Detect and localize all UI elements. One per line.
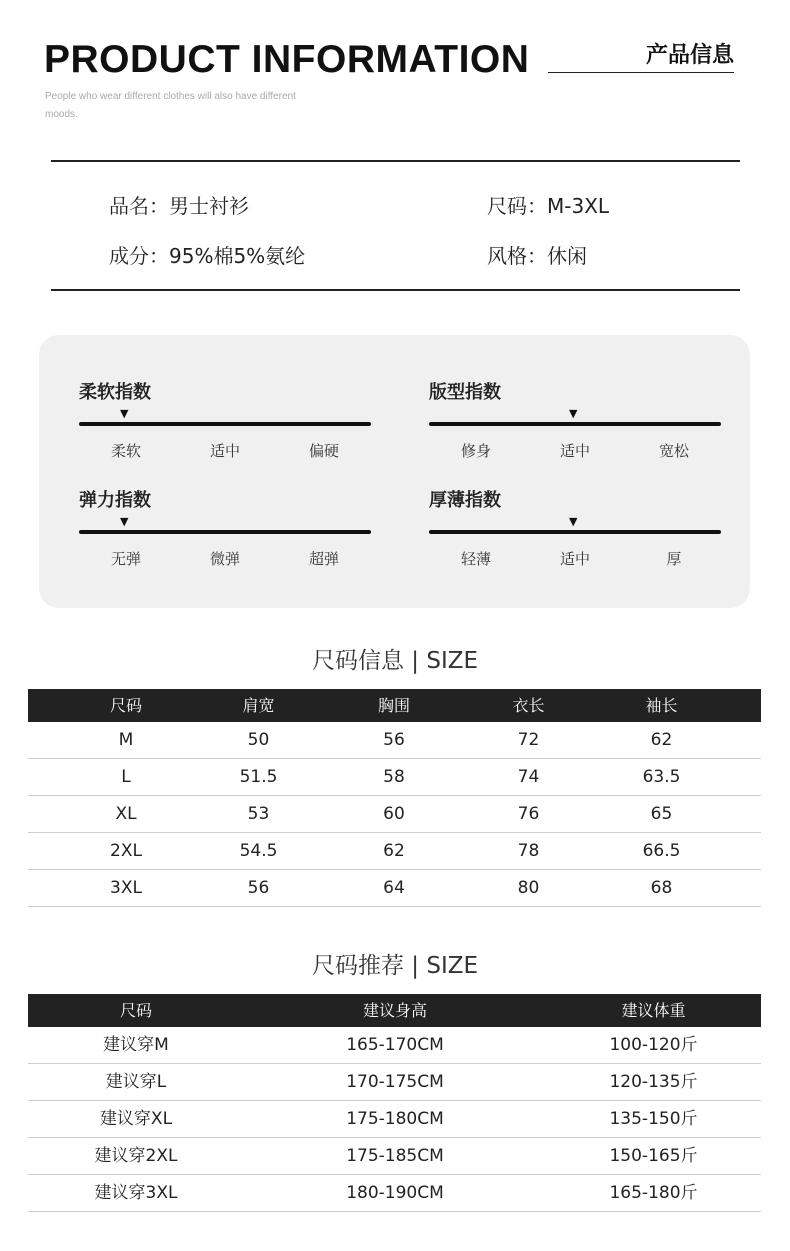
table-cell: 66.5 xyxy=(642,841,681,861)
table-cell: 74 xyxy=(517,767,540,787)
table-cell: 62 xyxy=(383,841,405,861)
table-row xyxy=(28,722,761,759)
table-cell: 135-150斤 xyxy=(609,1109,698,1129)
size-info-title: 尺码信息 | SIZE xyxy=(311,648,479,674)
table-row xyxy=(28,1138,761,1175)
table-cell: 64 xyxy=(383,878,405,898)
table-cell: 建议穿2XL xyxy=(94,1146,178,1166)
table-cell: 175-180CM xyxy=(346,1109,444,1129)
table-cell: 170-175CM xyxy=(346,1072,444,1092)
index-option: 偏硬 xyxy=(308,442,339,460)
marker-triangle-icon: ▼ xyxy=(569,515,578,528)
table-cell: 72 xyxy=(517,730,540,750)
table-cell: 165-170CM xyxy=(346,1035,444,1055)
page-title-cn: 产品信息 xyxy=(645,43,734,68)
index-title: 厚薄指数 xyxy=(429,490,501,511)
header-cell: 肩宽 xyxy=(242,696,275,715)
page-title: PRODUCT INFORMATION xyxy=(44,38,530,81)
title-underline xyxy=(548,72,734,73)
table-row xyxy=(28,833,761,870)
table-cell: 65 xyxy=(650,804,673,824)
page-subtitle: People who wear different clothes will also have different moods. xyxy=(45,91,296,120)
table-row xyxy=(28,1101,761,1138)
table-cell: M xyxy=(118,730,134,750)
index-title: 柔软指数 xyxy=(79,382,151,403)
table-cell: 56 xyxy=(383,730,405,750)
index-scale-bar xyxy=(79,422,371,426)
table-header xyxy=(28,994,761,1027)
table-cell: 150-165斤 xyxy=(609,1146,698,1166)
size-info-table xyxy=(28,689,761,907)
index-option: 无弹 xyxy=(110,550,141,568)
index-title: 弹力指数 xyxy=(79,490,151,511)
spec-name: 品名：男士衬衫 xyxy=(109,194,249,218)
size-rec-table xyxy=(28,994,761,1212)
table-cell: 60 xyxy=(383,804,405,824)
spec-size: 尺码：M-3XL xyxy=(487,194,610,218)
spec-composition: 成分：95%棉5%氨纶 xyxy=(109,244,306,268)
divider-top xyxy=(51,160,740,162)
index-option: 适中 xyxy=(559,550,590,568)
table-cell: 120-135斤 xyxy=(609,1072,698,1092)
table-cell: 56 xyxy=(247,878,270,898)
table-cell: 建议穿XL xyxy=(99,1109,173,1129)
table-cell: 建议穿L xyxy=(105,1072,167,1092)
index-option: 柔软 xyxy=(110,442,141,460)
header-cell: 衣长 xyxy=(512,696,545,715)
header-cell: 建议身高 xyxy=(362,1001,427,1020)
index-scale-bar xyxy=(429,422,721,426)
marker-triangle-icon: ▼ xyxy=(120,407,129,420)
table-cell: 68 xyxy=(650,878,673,898)
index-option: 修身 xyxy=(460,442,491,460)
index-option: 微弹 xyxy=(209,550,240,568)
table-cell: 76 xyxy=(517,804,540,824)
table-row xyxy=(28,796,761,833)
table-cell: 建议穿M xyxy=(103,1035,169,1055)
index-title: 版型指数 xyxy=(429,382,501,403)
table-row xyxy=(28,1175,761,1212)
index-option: 适中 xyxy=(209,442,240,460)
table-cell: 62 xyxy=(650,730,673,750)
table-cell: 78 xyxy=(517,841,540,861)
index-option: 适中 xyxy=(559,442,590,460)
marker-triangle-icon: ▼ xyxy=(569,407,578,420)
spec-style: 风格：休闲 xyxy=(487,244,587,268)
divider-bottom xyxy=(51,289,740,291)
header-cell: 建议体重 xyxy=(621,1001,686,1020)
table-row xyxy=(28,870,761,907)
table-cell: 53 xyxy=(247,804,270,824)
table-cell: 100-120斤 xyxy=(609,1035,698,1055)
table-cell: L xyxy=(121,767,131,787)
table-row xyxy=(28,759,761,796)
table-row xyxy=(28,1064,761,1101)
index-option: 厚 xyxy=(666,550,682,568)
index-scale-bar xyxy=(429,530,721,534)
table-cell: 50 xyxy=(247,730,270,750)
index-option: 超弹 xyxy=(308,550,339,568)
table-header xyxy=(28,689,761,722)
header-cell: 尺码 xyxy=(109,696,142,715)
index-option: 轻薄 xyxy=(460,550,491,568)
table-cell: 3XL xyxy=(110,878,142,898)
header-cell: 袖长 xyxy=(645,696,678,715)
header-cell: 尺码 xyxy=(119,1001,152,1020)
table-cell: 80 xyxy=(517,878,540,898)
table-cell: XL xyxy=(115,804,137,824)
table-cell: 63.5 xyxy=(642,767,681,787)
index-scale-bar xyxy=(79,530,371,534)
table-cell: 165-180斤 xyxy=(609,1183,698,1203)
table-cell: 58 xyxy=(383,767,405,787)
size-rec-title: 尺码推荐 | SIZE xyxy=(311,953,479,979)
index-panel xyxy=(39,335,750,608)
table-cell: 建议穿3XL xyxy=(94,1183,178,1203)
table-cell: 51.5 xyxy=(239,767,278,787)
table-cell: 175-185CM xyxy=(346,1146,444,1166)
marker-triangle-icon: ▼ xyxy=(120,515,129,528)
index-option: 宽松 xyxy=(658,442,689,460)
table-cell: 180-190CM xyxy=(346,1183,444,1203)
header-cell: 胸围 xyxy=(377,696,410,715)
table-cell: 2XL xyxy=(110,841,142,861)
table-cell: 54.5 xyxy=(239,841,278,861)
table-row xyxy=(28,1027,761,1064)
